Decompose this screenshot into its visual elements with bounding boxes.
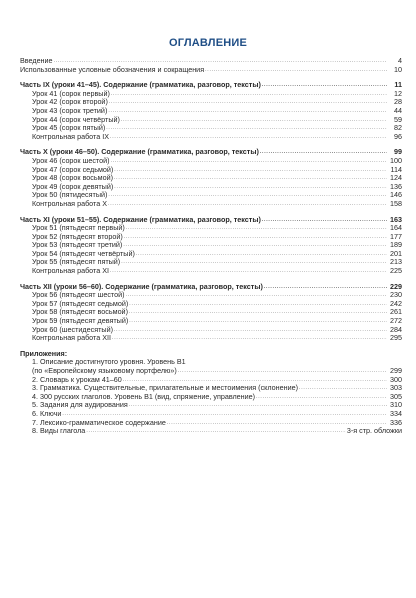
appendix-page: 336 — [390, 417, 402, 427]
lesson-label: Урок 53 (пятьдесят третий) — [32, 240, 123, 250]
appendix-page: 334 — [390, 408, 402, 418]
lesson-label: Урок 46 (сорок шестой) — [32, 155, 110, 165]
lesson-page: 177 — [390, 231, 402, 241]
lesson-page: 230 — [390, 290, 402, 300]
lesson-label: Урок 47 (сорок седьмой) — [32, 164, 114, 174]
toc-entry-page: 10 — [394, 64, 402, 74]
lesson-page: 146 — [390, 190, 402, 200]
part-heading-page: 99 — [394, 147, 402, 157]
test-label: Контрольная работа XI — [32, 266, 110, 276]
lesson-page: 124 — [390, 173, 402, 183]
lesson-page: 59 — [394, 114, 402, 124]
lesson-page: 100 — [390, 155, 402, 165]
appendix-page: 300 — [390, 374, 402, 384]
lesson-label: Урок 52 (пятьдесят второй) — [32, 231, 123, 241]
appendix-label: 4. 300 русских глаголов. Уровень В1 (вид, спряжение, управление) — [32, 391, 256, 401]
lesson-page: 272 — [390, 316, 402, 326]
lesson-label: Урок 45 (сорок пятый) — [32, 123, 106, 133]
lesson-label: Урок 55 (пятьдесят пятый) — [32, 257, 121, 267]
lesson-label: Урок 42 (сорок второй) — [32, 97, 108, 107]
lesson-page: 12 — [394, 88, 402, 98]
part-heading-label: Часть IX (уроки 41–45). Содержание (грамматика, разговор, тексты) — [20, 80, 261, 90]
test-page: 225 — [390, 266, 402, 276]
test-entry[interactable] — [20, 334, 402, 343]
part-heading-label: Часть XII (уроки 56–60). Содержание (грамматика, разговор, тексты) — [20, 281, 263, 291]
lesson-page: 114 — [390, 164, 402, 174]
lesson-label: Урок 41 (сорок первый) — [32, 88, 110, 98]
appendix-page: 310 — [390, 400, 402, 410]
lesson-page: 213 — [390, 257, 402, 267]
lesson-label: Урок 54 (пятьдесят четвёртый) — [32, 248, 135, 258]
lesson-label: Урок 57 (пятьдесят седьмой) — [32, 298, 129, 308]
test-label: Контрольная работа IX — [32, 131, 110, 141]
lesson-page: 28 — [394, 97, 402, 107]
appendix-entry[interactable] — [20, 427, 402, 436]
test-entry[interactable] — [20, 200, 402, 209]
test-label: Контрольная работа X — [32, 198, 108, 208]
toc-entry-label: Введение — [20, 56, 53, 65]
test-page: 96 — [394, 131, 402, 141]
appendix-page: 3-я стр. обложки — [346, 426, 402, 436]
lesson-page: 284 — [390, 324, 402, 334]
lesson-page: 242 — [390, 298, 402, 308]
lesson-page: 82 — [394, 123, 402, 133]
lesson-page: 201 — [390, 248, 402, 258]
appendix-label: 3. Грамматика. Существительные, прилагательные и местоимения (склонение) — [32, 383, 299, 393]
appendix-page: 303 — [390, 383, 402, 393]
leader-dots — [110, 132, 387, 142]
test-page: 295 — [390, 333, 402, 343]
lesson-label: Урок 58 (пятьдесят восьмой) — [32, 307, 128, 317]
lesson-page: 189 — [390, 240, 402, 250]
lesson-label: Урок 51 (пятьдесят первый) — [32, 223, 125, 233]
appendix-page: 299 — [390, 366, 402, 375]
lesson-label: Урок 44 (сорок четвёртый) — [32, 114, 120, 124]
appendix-label: 7. Лексико-грамматическое содержание — [32, 417, 166, 427]
lesson-page: 164 — [390, 223, 402, 233]
lesson-label: Урок 56 (пятьдесят шестой) — [32, 290, 125, 300]
appendix-label: 8. Виды глагола — [32, 426, 86, 436]
part-heading-page: 229 — [390, 281, 402, 291]
test-entry[interactable] — [20, 267, 402, 276]
appendix-heading: Приложения: — [20, 348, 68, 358]
toc-entry-label: Использованные условные обозначения и сокращения — [20, 64, 205, 74]
test-label: Контрольная работа XII — [32, 333, 112, 343]
leader-dots — [205, 65, 387, 75]
lesson-label: Урок 43 (сорок третий) — [32, 105, 108, 115]
appendix-label: 2. Словарь к урокам 41–60 — [32, 374, 122, 384]
appendix-item-label[interactable]: 1. Описание достигнутого уровня. Уровень В1 — [32, 357, 186, 367]
lesson-label: Урок 49 (сорок девятый) — [32, 181, 114, 191]
part-heading-page: 11 — [394, 80, 402, 90]
leader-dots — [108, 199, 387, 209]
lesson-label: Урок 59 (пятьдесят девятый) — [32, 316, 129, 326]
part-heading-label: Часть X (уроки 46–50). Содержание (грамматика, разговор, тексты) — [20, 147, 259, 157]
part-heading-label: Часть XI (уроки 51–55). Содержание (грамматика, разговор, тексты) — [20, 214, 261, 224]
test-entry[interactable] — [20, 133, 402, 142]
lesson-page: 44 — [394, 105, 402, 115]
appendix-label: 6. Ключи — [32, 408, 62, 418]
test-page: 158 — [390, 198, 402, 208]
page-title: ОГЛАВЛЕНИЕ — [168, 37, 248, 49]
part-heading-page: 163 — [390, 214, 402, 224]
appendix-page: 305 — [390, 391, 402, 401]
table-of-contents — [20, 57, 402, 436]
lesson-label: Урок 60 (шестидесятый) — [32, 324, 113, 334]
appendix-label: 5. Задания для аудирования — [32, 400, 128, 410]
lesson-page: 136 — [390, 181, 402, 191]
appendix-label: (по «Европейскому языковому портфелю») — [32, 366, 177, 375]
leader-dots — [110, 266, 387, 276]
lesson-label: Урок 48 (сорок восьмой) — [32, 173, 113, 183]
lesson-label: Урок 50 (пятидесятый) — [32, 190, 108, 200]
toc-entry-page: 4 — [398, 56, 402, 65]
leader-dots — [86, 426, 346, 436]
leader-dots — [112, 333, 387, 343]
toc-entry[interactable] — [20, 66, 402, 75]
lesson-page: 261 — [390, 307, 402, 317]
